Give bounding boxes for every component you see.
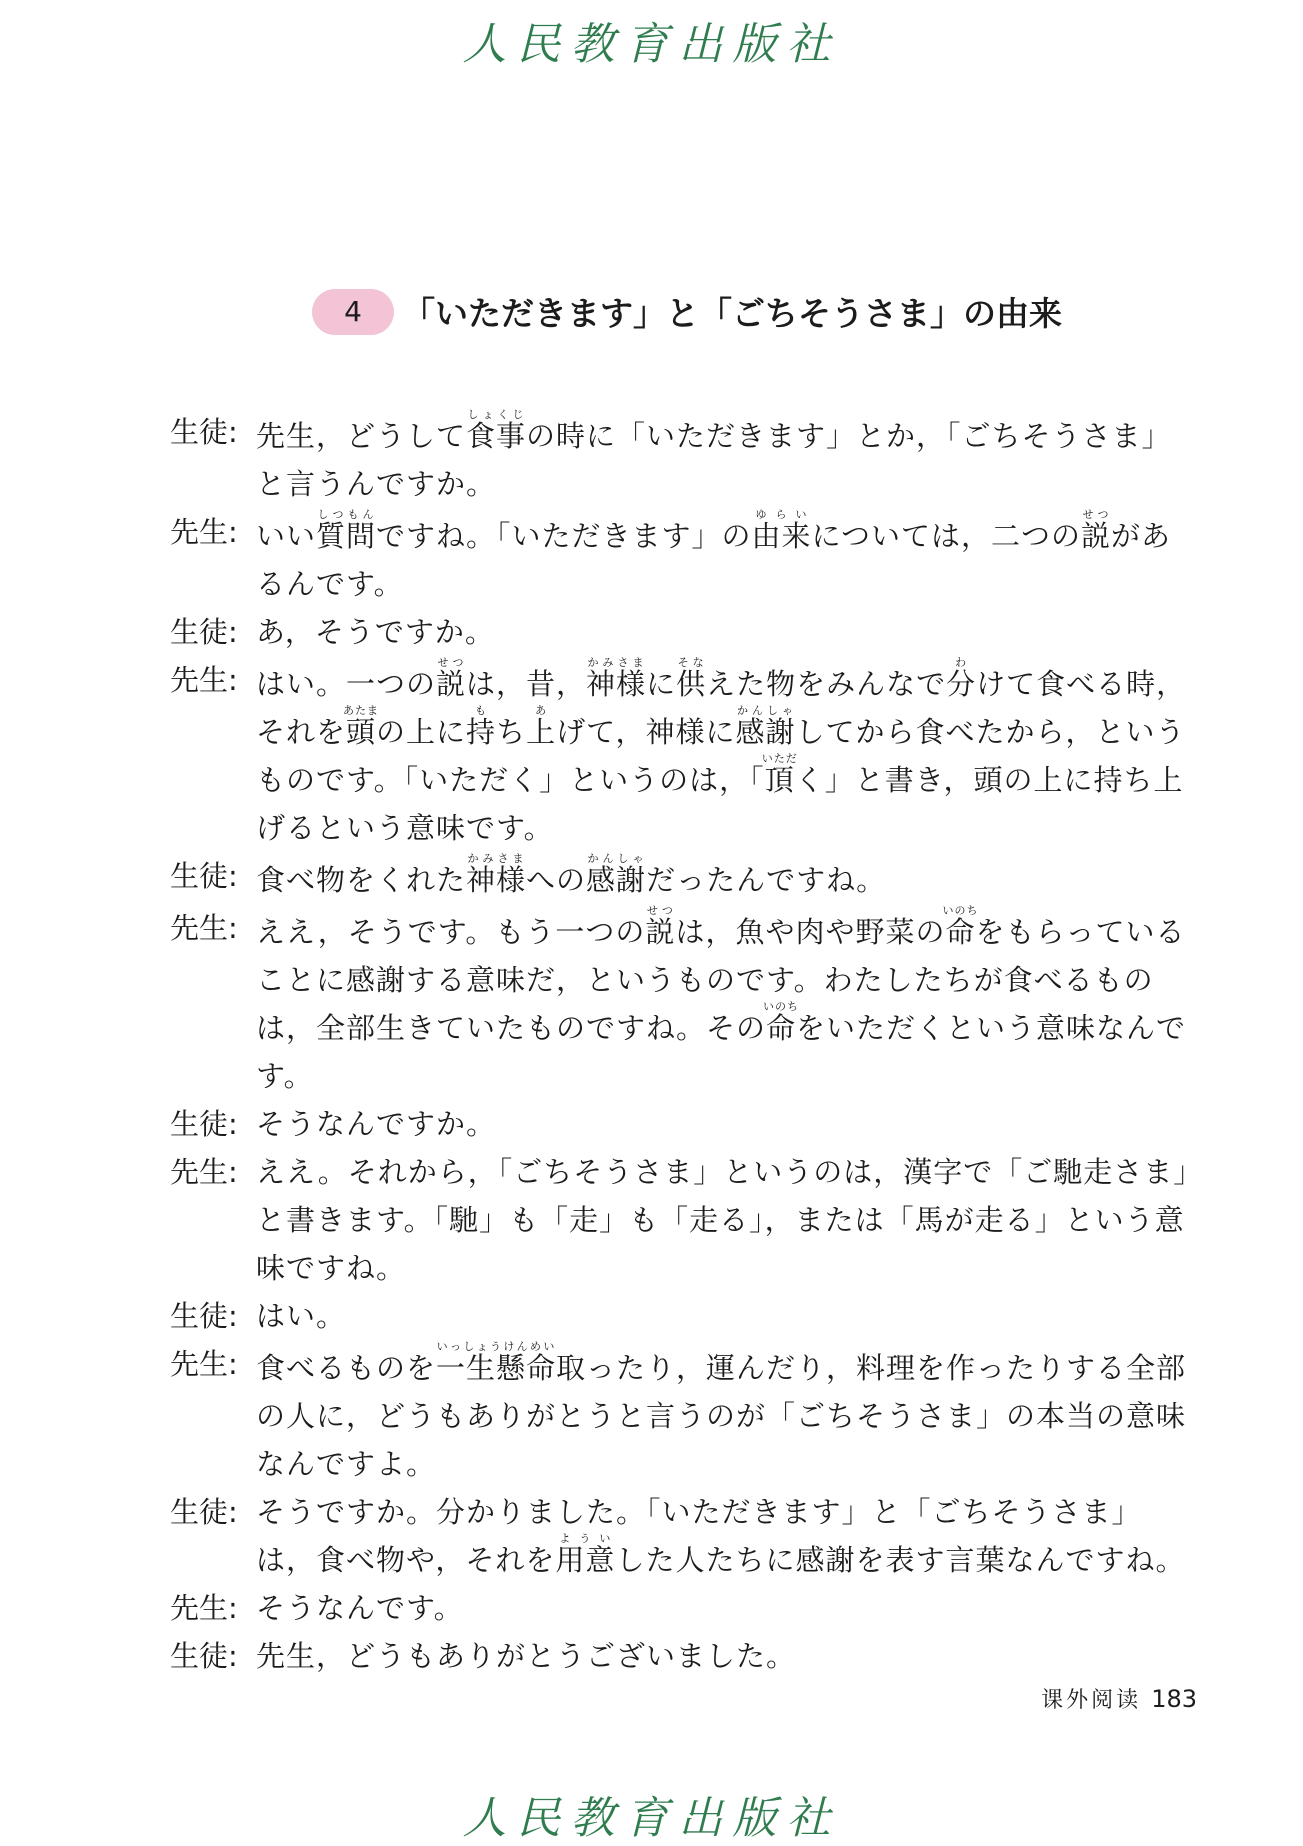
ruby-reading: ゆらい — [751, 508, 812, 521]
utterance — [256, 1340, 1200, 1488]
text-segment: への — [526, 863, 587, 897]
text-segment: の上に — [376, 715, 467, 749]
speaker-label: 先生: — [170, 515, 238, 549]
dialogue-line — [170, 1488, 1200, 1584]
furigana-word — [942, 904, 979, 949]
page-number: 183 — [1151, 1685, 1197, 1713]
furigana-word — [586, 852, 647, 897]
text-segment: ち — [496, 715, 527, 749]
utterance — [256, 1632, 1200, 1680]
ruby-reading: ようい — [555, 1532, 616, 1545]
ruby-reading: いのち — [942, 904, 979, 917]
ruby-reading: かみさま — [586, 656, 647, 669]
furigana-word — [761, 752, 798, 797]
furigana-word — [316, 508, 377, 553]
text-segment: けて食べる時，それを — [256, 667, 1187, 749]
furigana-word — [946, 656, 977, 701]
dialogue-line — [170, 1148, 1200, 1292]
ruby-reading: せつ — [436, 656, 467, 669]
dialogue-line — [170, 904, 1200, 1100]
text-segment: 取ったり，運んだり，料理を作ったりする全部の人に，どうもありがとうと言うのが「ごちそうさま」の本当の意味なんですよ。 — [256, 1351, 1187, 1481]
text-segment: あ，そうですか。 — [256, 615, 495, 649]
ruby-base: 上 — [526, 715, 557, 749]
ruby-base: 用意 — [555, 1543, 616, 1577]
text-segment: だったんですね。 — [646, 863, 887, 897]
ruby-base: 由来 — [751, 519, 812, 553]
ruby-base: 神様 — [466, 863, 527, 897]
dialogue-line — [170, 408, 1200, 508]
ruby-reading: しつもん — [316, 508, 377, 521]
utterance — [256, 1488, 1200, 1584]
ruby-reading: しょくじ — [466, 408, 527, 421]
ruby-base: 命 — [942, 915, 979, 949]
speaker-label: 先生: — [170, 1155, 238, 1189]
dialogue-line — [170, 1292, 1200, 1340]
publisher-logo-bottom: 人民教育出版社 — [462, 1793, 841, 1844]
utterance — [256, 852, 1200, 904]
text-segment: く」と書き，頭の上に持ち上げるという意味です。 — [256, 763, 1184, 845]
ruby-base: 持 — [466, 715, 497, 749]
page-footer — [1041, 1683, 1197, 1714]
dialogue-line — [170, 656, 1200, 852]
text-segment: いい — [256, 519, 317, 553]
ruby-base: 説 — [436, 667, 467, 701]
dialogue-line — [170, 608, 1200, 656]
text-segment: は，魚や肉や野菜の — [675, 915, 946, 949]
speaker-label: 先生: — [170, 1347, 238, 1381]
furigana-word — [735, 704, 796, 749]
text-segment: 先生，どうして — [256, 419, 467, 453]
text-segment: はい。一つの — [256, 667, 437, 701]
dialogue — [170, 408, 1200, 1680]
ruby-base: 神様 — [586, 667, 647, 701]
text-segment: した人たちに感謝を表す言葉なんですね。 — [615, 1543, 1186, 1577]
ruby-base: 質問 — [316, 519, 377, 553]
ruby-reading: いただ — [761, 752, 798, 765]
furigana-word — [1080, 508, 1111, 553]
ruby-base: 命 — [763, 1011, 800, 1045]
text-segment: ですね。「いただきます」の — [376, 519, 752, 553]
footer-label: 课外阅读 — [1041, 1688, 1142, 1713]
text-segment: 食べ物をくれた — [256, 863, 467, 897]
speaker-label: 先生: — [170, 911, 238, 945]
speaker-label: 生徒: — [170, 1495, 238, 1529]
ruby-reading: かんしゃ — [586, 852, 647, 865]
text-segment: 食べるものを — [256, 1351, 437, 1385]
dialogue-line — [170, 508, 1200, 608]
ruby-reading: せつ — [645, 904, 676, 917]
furigana-word — [436, 1340, 557, 1385]
speaker-label: 生徒: — [170, 1639, 238, 1673]
furigana-word — [645, 904, 676, 949]
utterance — [256, 1292, 1200, 1340]
ruby-base: 説 — [645, 915, 676, 949]
text-segment: げて，神様に — [556, 715, 736, 749]
text-segment: そうなんですか。 — [256, 1107, 497, 1141]
ruby-base: 供 — [676, 667, 707, 701]
text-segment: はい。 — [256, 1299, 347, 1333]
furigana-word — [676, 656, 707, 701]
furigana-word — [466, 704, 497, 749]
ruby-reading: せつ — [1080, 508, 1111, 521]
furigana-word — [343, 704, 380, 749]
speaker-label: 生徒: — [170, 1107, 238, 1141]
utterance — [256, 508, 1200, 608]
ruby-base: 頭 — [343, 715, 380, 749]
furigana-word — [436, 656, 467, 701]
ruby-base: 説 — [1080, 519, 1111, 553]
speaker-label: 先生: — [170, 1591, 238, 1625]
furigana-word — [466, 408, 527, 453]
text-segment: えた物をみんなで — [706, 667, 947, 701]
furigana-word — [466, 852, 527, 897]
dialogue-line — [170, 1632, 1200, 1680]
utterance — [256, 1584, 1200, 1632]
text-segment: 先生，どうもありがとうございました。 — [256, 1639, 797, 1673]
ruby-reading: も — [466, 704, 497, 717]
utterance — [256, 1148, 1200, 1292]
ruby-base: 感謝 — [586, 863, 647, 897]
section-number-badge: 4 — [312, 289, 394, 335]
ruby-reading: いっしょうけんめい — [436, 1340, 557, 1353]
furigana-word — [751, 508, 812, 553]
furigana-word — [763, 1000, 800, 1045]
text-segment: に — [646, 667, 677, 701]
utterance — [256, 1100, 1200, 1148]
text-segment: があるんです。 — [256, 519, 1172, 601]
section-title: 「いただきます」と「ごちそうさま」の由来 — [402, 294, 1062, 333]
text-segment: をもらっていることに感謝する意味だ，というものです。わたしたちが食べるものは，全部生きていたものですね。その — [256, 915, 1186, 1045]
dialogue-line — [170, 1340, 1200, 1488]
ruby-base: 一生懸命 — [436, 1351, 557, 1385]
furigana-word — [586, 656, 647, 701]
furigana-word — [555, 1532, 616, 1577]
text-segment: ええ，そうです。もう一つの — [256, 915, 646, 949]
speaker-label: 生徒: — [170, 859, 238, 893]
speaker-label: 生徒: — [170, 415, 238, 449]
ruby-reading: わ — [946, 656, 977, 669]
text-segment: そうですか。分かりました。「いただきます」と「ごちそうさま」は，食べ物や，それを — [256, 1495, 1142, 1577]
text-segment: は，昔， — [466, 667, 587, 701]
ruby-reading: かんしゃ — [735, 704, 796, 717]
ruby-reading: そな — [676, 656, 707, 669]
utterance — [256, 408, 1200, 508]
text-segment: ええ。それから，「ごちそうさま」というのは，漢字で「ご馳走さま」と書きます。「馳」も「走」も「走る」，または「馬が走る」という意味ですね。 — [256, 1155, 1189, 1285]
dialogue-line — [170, 852, 1200, 904]
furigana-word — [526, 704, 557, 749]
text-segment: をいただくという意味なんです。 — [256, 1011, 1187, 1093]
ruby-base: 頂 — [761, 763, 798, 797]
dialogue-line — [170, 1100, 1200, 1148]
ruby-reading: いのち — [763, 1000, 800, 1013]
text-segment: の時に「いただきます」とか，「ごちそうさま」と言うんですか。 — [256, 419, 1172, 501]
dialogue-line — [170, 1584, 1200, 1632]
ruby-base: 分 — [946, 667, 977, 701]
speaker-label: 生徒: — [170, 1299, 238, 1333]
utterance — [256, 656, 1200, 852]
speaker-label: 生徒: — [170, 615, 238, 649]
ruby-base: 食事 — [466, 419, 527, 453]
ruby-base: 感謝 — [735, 715, 796, 749]
section-heading — [312, 288, 1062, 335]
text-segment: そうなんです。 — [256, 1591, 464, 1625]
text-segment: してから食べたから，というものです。「いただく」というのは，「 — [256, 715, 1186, 797]
utterance — [256, 904, 1200, 1100]
utterance — [256, 608, 1200, 656]
ruby-reading: かみさま — [466, 852, 527, 865]
publisher-logo-top: 人民教育出版社 — [462, 19, 841, 70]
ruby-reading: あ — [526, 704, 557, 717]
ruby-reading: あたま — [343, 704, 380, 717]
speaker-label: 先生: — [170, 663, 238, 697]
text-segment: については，二つの — [811, 519, 1081, 553]
